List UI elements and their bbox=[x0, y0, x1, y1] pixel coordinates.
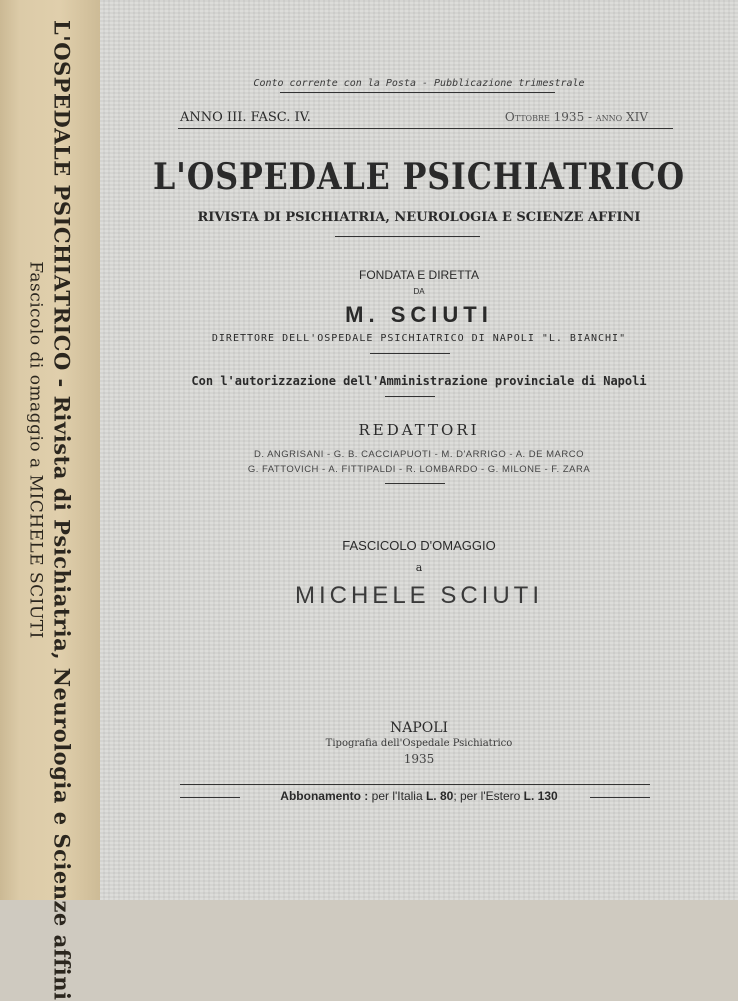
divider bbox=[385, 396, 435, 397]
by-label: DA bbox=[413, 287, 425, 296]
editors-line: D. ANGRISANI - G. B. CACCIAPUOTI - M. D'ARRIGO - A. DE MARCO bbox=[253, 449, 585, 460]
journal-title: L'OSPEDALE PSICHIATRICO bbox=[152, 156, 686, 198]
divider bbox=[178, 128, 673, 129]
printer: Tipografia dell'Ospedale Psichiatrico bbox=[325, 738, 513, 749]
founder-name: M. SCIUTI bbox=[345, 302, 493, 327]
issue-date: Ottobre 1935 - anno XIV bbox=[504, 110, 648, 124]
book-cover bbox=[100, 0, 738, 900]
city: NAPOLI bbox=[389, 720, 449, 736]
issue-number: ANNO III. FASC. IV. bbox=[180, 110, 311, 125]
year: 1935 bbox=[403, 752, 435, 766]
book-spine bbox=[0, 0, 100, 1001]
abroad-price: L. 130 bbox=[523, 789, 558, 803]
subscription-label: Abbonamento : bbox=[280, 789, 369, 803]
subscription-line bbox=[100, 789, 738, 803]
editors-heading: REDATTORI bbox=[358, 421, 480, 439]
spine-text bbox=[25, 20, 75, 1001]
spine-title: L'OSPEDALE PSICHIATRICO - Rivista di Psichiatria, Neurologia e Scienze affini bbox=[49, 20, 75, 1001]
journal-subtitle: RIVISTA DI PSICHIATRIA, NEUROLOGIA E SCIENZE AFFINI bbox=[197, 210, 641, 225]
honoree-name: MICHELE SCIUTI bbox=[294, 582, 544, 609]
tribute-label: FASCICOLO D'OMAGGIO bbox=[342, 538, 496, 553]
divider bbox=[385, 483, 445, 484]
italy-price: L. 80 bbox=[425, 789, 454, 803]
editors-line: G. FATTOVICH - A. FITTIPALDI - R. LOMBARDO - G. MILONE - F. ZARA bbox=[247, 464, 591, 475]
authorization: Con l'autorizzazione dell'Amministrazione provinciale di Napoli bbox=[191, 374, 647, 388]
header-note: Conto corrente con la Posta - Pubblicazione trimestrale bbox=[253, 78, 585, 89]
divider bbox=[370, 353, 450, 354]
divider bbox=[335, 236, 480, 237]
founded-label: FONDATA E DIRETTA bbox=[358, 268, 479, 282]
tribute-a: a bbox=[415, 561, 423, 574]
italy-label: per l'Italia bbox=[371, 789, 423, 803]
founder-role: DIRETTORE DELL'OSPEDALE PSICHIATRICO DI NAPOLI "L. BIANCHI" bbox=[211, 333, 627, 344]
abroad-label: ; per l'Estero bbox=[453, 789, 521, 803]
divider bbox=[180, 784, 650, 785]
divider bbox=[280, 92, 555, 93]
spine-subtitle: Fascicolo di omaggio a MICHELE SCIUTI bbox=[25, 261, 46, 639]
